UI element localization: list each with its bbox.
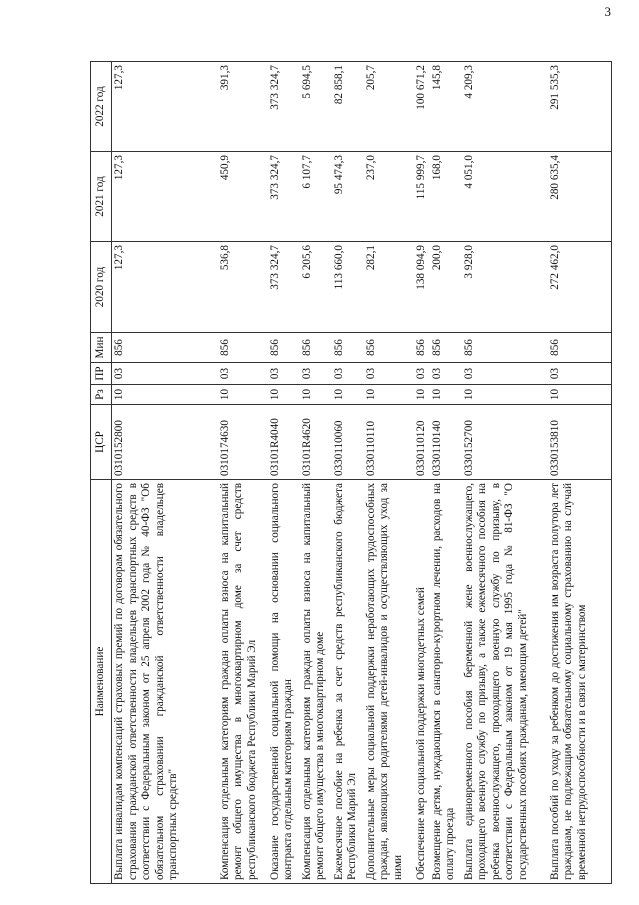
row-2021: 127,3 (112, 152, 218, 242)
row-rz: 10 (332, 385, 364, 405)
row-2022: 391,3 (218, 62, 268, 152)
row-rz: 10 (548, 385, 612, 405)
header-min: Мин (91, 333, 112, 363)
row-rz: 10 (268, 385, 300, 405)
row-2020: 373 324,7 (268, 242, 300, 333)
row-name: Выплата единовременного пособия беременной жене военнослужащего, проходящего военную службу по призыву, а также ежемесячного пособия на ребенка военнослужащего, проходящего военную службу по призыву, в соответствии с Федеральным законом от 19 мая 1995 года № 81-ФЗ "О государственных пособиях гражданам, имеющим детей" (462, 480, 548, 884)
row-2022: 100 671,2 (414, 62, 430, 152)
row-rz: 10 (218, 385, 268, 405)
row-pr: 03 (332, 363, 364, 385)
row-rz: 10 (414, 385, 430, 405)
row-2020: 138 094,9 (414, 242, 430, 333)
header-csr: ЦСР (91, 405, 112, 480)
row-rz: 10 (364, 385, 414, 405)
table-row (430, 62, 462, 884)
row-rz: 10 (112, 385, 218, 405)
table-row (548, 62, 612, 884)
header-2021: 2021 год (91, 152, 112, 242)
row-csr: 03101R4040 (268, 405, 300, 480)
row-2021: 95 474,3 (332, 152, 364, 242)
table-row (364, 62, 414, 884)
row-csr: 0330110110 (364, 405, 414, 480)
row-2021: 115 999,7 (414, 152, 430, 242)
header-2022: 2022 год (91, 62, 112, 152)
row-2021: 280 635,4 (548, 152, 612, 242)
table-row (112, 62, 218, 884)
table-row (268, 62, 300, 884)
row-name: Оказание государственной социальной помощи на основании социального контракта отдельным категориям граждан (268, 480, 300, 884)
row-2020: 6 205,6 (300, 242, 332, 333)
row-min: 856 (548, 333, 612, 363)
row-pr: 03 (462, 363, 548, 385)
row-csr: 0330152700 (462, 405, 548, 480)
row-csr: 0330110060 (332, 405, 364, 480)
budget-table (90, 61, 612, 884)
row-2020: 200,0 (430, 242, 462, 333)
page-number: 3 (604, 4, 611, 19)
row-2020: 272 462,0 (548, 242, 612, 333)
row-pr: 03 (548, 363, 612, 385)
row-csr: 0310174630 (218, 405, 268, 480)
row-2022: 82 858,1 (332, 62, 364, 152)
row-name: Ежемесячное пособие на ребенка за счет средств республиканского бюджета Республики Марий Эл (332, 480, 364, 884)
row-csr: 0330110120 (414, 405, 430, 480)
row-csr: 0330153810 (548, 405, 612, 480)
row-min: 856 (268, 333, 300, 363)
row-2020: 113 660,0 (332, 242, 364, 333)
row-pr: 03 (218, 363, 268, 385)
header-2020: 2020 год (91, 242, 112, 333)
row-min: 856 (430, 333, 462, 363)
row-2021: 168,0 (430, 152, 462, 242)
row-name: Возмещение детям, нуждающимся в санаторно-курортном лечении, расходов на оплату проезда (430, 480, 462, 884)
row-name: Выплата пособий по уходу за ребенком до достижения им возраста полутора лет гражданам, не подлежащим обязательному социальному страхованию на случай временной нетрудоспособности и в связи с материнством (548, 480, 612, 884)
row-min: 856 (364, 333, 414, 363)
row-pr: 03 (430, 363, 462, 385)
header-pr: ПР (91, 363, 112, 385)
row-name: Компенсация отдельным категориям граждан оплаты взноса на капитальный ремонт общего имущества в многоквартирном доме за счет средств республиканского бюджета Республики Марий Эл (218, 480, 268, 884)
row-2021: 237,0 (364, 152, 414, 242)
row-min: 856 (112, 333, 218, 363)
row-2020: 282,1 (364, 242, 414, 333)
row-rz: 10 (462, 385, 548, 405)
row-2020: 127,3 (112, 242, 218, 333)
row-min: 856 (414, 333, 430, 363)
row-2021: 4 051,0 (462, 152, 548, 242)
row-2022: 145,8 (430, 62, 462, 152)
table-row (332, 62, 364, 884)
row-pr: 03 (268, 363, 300, 385)
row-2022: 205,7 (364, 62, 414, 152)
row-2021: 373 324,7 (268, 152, 300, 242)
row-csr: 03101R4620 (300, 405, 332, 480)
row-2020: 3 928,0 (462, 242, 548, 333)
table-row (218, 62, 268, 884)
row-2021: 450,9 (218, 152, 268, 242)
row-2022: 291 535,3 (548, 62, 612, 152)
row-rz: 10 (430, 385, 462, 405)
row-2022: 5 694,5 (300, 62, 332, 152)
row-name: Дополнительные меры социальной поддержки неработающих трудоспособных граждан, являющихся родителями детей-инвалидов и осуществляющих уход за ними (364, 480, 414, 884)
table-row (462, 62, 548, 884)
row-pr: 03 (414, 363, 430, 385)
table-row (300, 62, 332, 884)
header-rz: Рз (91, 385, 112, 405)
row-pr: 03 (364, 363, 414, 385)
row-csr: 0310152800 (112, 405, 218, 480)
row-pr: 03 (300, 363, 332, 385)
row-2020: 536,8 (218, 242, 268, 333)
row-name: Выплата инвалидам компенсаций страховых премий по договорам обязательного страхования гражданской ответственности владельцев транспортных средств в соответствии с Федеральным законом от 25 апреля 2002 года № 40-ФЗ "Об обязательном страховании гражданской ответственности владельцев транспортных средств" (112, 480, 218, 884)
table-row (414, 62, 430, 884)
header-name: Наименование (91, 480, 112, 884)
row-min: 856 (218, 333, 268, 363)
row-2022: 127,3 (112, 62, 218, 152)
row-min: 856 (462, 333, 548, 363)
row-2022: 4 209,3 (462, 62, 548, 152)
row-2022: 373 324,7 (268, 62, 300, 152)
row-pr: 03 (112, 363, 218, 385)
row-rz: 10 (300, 385, 332, 405)
row-name: Компенсация отдельным категориям граждан оплаты взноса на капитальный ремонт общего имущества в многоквартирном доме (300, 480, 332, 884)
row-min: 856 (332, 333, 364, 363)
table-header-row (91, 62, 112, 884)
row-2021: 6 107,7 (300, 152, 332, 242)
row-name: Обеспечение мер социальной поддержки многодетных семей (414, 480, 430, 884)
row-min: 856 (300, 333, 332, 363)
rotated-table-container (90, 62, 624, 884)
row-csr: 0330110140 (430, 405, 462, 480)
